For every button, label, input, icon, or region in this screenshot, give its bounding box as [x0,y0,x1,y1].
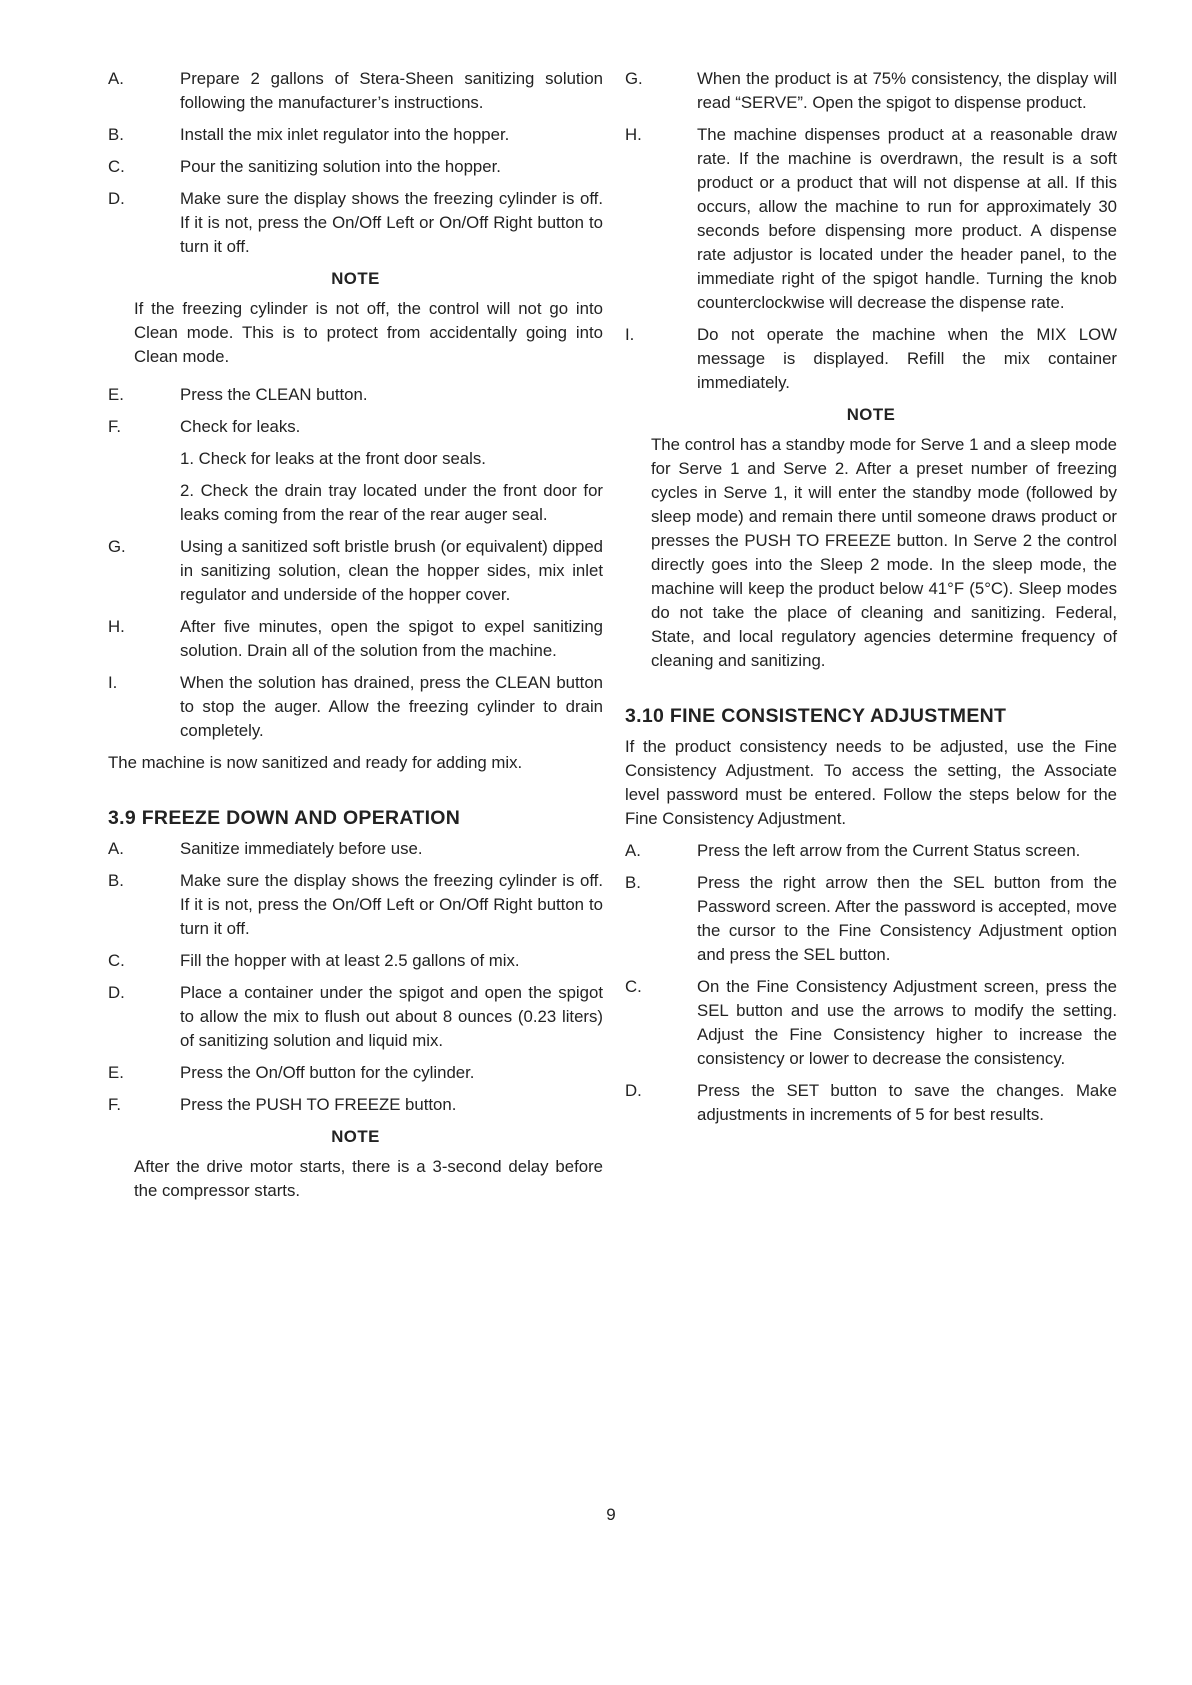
item-text: Place a container under the spigot and open the spigot to allow the mix to flush out about 8 ounces (0.23 liters) of sanitizing solution and liquid mix. [180,983,603,1050]
item-label: E. [108,1063,124,1082]
list-item [108,535,603,607]
list-item [108,123,603,147]
item-label: I. [625,325,635,344]
item-label: D. [625,1081,642,1100]
item-label: G. [108,537,126,556]
list-item [108,981,603,1053]
list-item [625,839,1117,863]
item-label: E. [108,385,124,404]
item-text: Press the On/Off button for the cylinder. [180,1063,475,1082]
left-column [108,67,603,1217]
page-number: 9 [606,1505,616,1524]
list-item [625,975,1117,1071]
list-item [108,187,603,259]
item-text: After five minutes, open the spigot to expel sanitizing solution. Drain all of the solution from the machine. [180,617,603,660]
item-text: Press the CLEAN button. [180,385,368,404]
item-label: B. [108,871,124,890]
item-label: A. [625,841,641,860]
item-text: On the Fine Consistency Adjustment screen, press the SEL button and use the arrows to modify the setting. Adjust the Fine Consistency higher to increase the consistency or lower to decrease the consistency. [697,977,1117,1068]
item-text: Check for leaks. [180,417,301,436]
item-label: C. [625,977,642,996]
list-item [625,123,1117,315]
item-label: D. [108,189,125,208]
item-text: Install the mix inlet regulator into the hopper. [180,125,510,144]
list-item [108,869,603,941]
list-item [108,415,603,439]
list-item [108,67,603,115]
item-text: Fill the hopper with at least 2.5 gallons of mix. [180,951,520,970]
list-item [625,871,1117,967]
item-text: Sanitize immediately before use. [180,839,423,858]
list-item [108,383,603,407]
item-label: A. [108,839,124,858]
section-intro: If the product consistency needs to be adjusted, use the Fine Consistency Adjustment. To access the setting, the Associate level password must be entered. Follow the steps below for the Fine Consistency Adjustment. [625,737,1117,828]
list-item [108,671,603,743]
list-item [108,155,603,179]
item-label: H. [108,617,125,636]
item-text: Make sure the display shows the freezing cylinder is off. If it is not, press the On/Off Left or On/Off Right button to turn it off. [180,189,603,256]
list-item [625,323,1117,395]
list-item [108,837,603,861]
note-title: NOTE [846,405,896,424]
item-text: Press the right arrow then the SEL button from the Password screen. After the password is accepted, move the cursor to the Fine Consistency Adjustment option and press the SEL button. [697,873,1117,964]
sub-item: 2. Check the drain tray located under the front door for leaks coming from the rear of the rear auger seal. [180,481,603,524]
note-title: NOTE [331,269,380,288]
list-item [108,949,603,973]
item-text: Pour the sanitizing solution into the hopper. [180,157,501,176]
list-item [108,1061,603,1085]
item-text: When the solution has drained, press the CLEAN button to stop the auger. Allow the freezing cylinder to drain completely. [180,673,603,740]
note-title: NOTE [331,1127,380,1146]
item-label: D. [108,983,125,1002]
list-item [625,1079,1117,1127]
item-label: H. [625,125,642,144]
item-text: Press the SET button to save the changes. Make adjustments in increments of 5 for best results. [697,1081,1117,1124]
item-text: When the product is at 75% consistency, the display will read “SERVE”. Open the spigot to dispense product. [697,69,1117,112]
item-text: Press the left arrow from the Current Status screen. [697,841,1081,860]
item-label: C. [108,951,125,970]
note-text: After the drive motor starts, there is a 3-second delay before the compressor starts. [134,1157,603,1200]
item-label: F. [108,1095,122,1114]
note-text: The control has a standby mode for Serve 1 and a sleep mode for Serve 1 and Serve 2. After a preset number of freezing cycles in Serve 1, it will enter the standby mode (followed by sleep mode) and remain there until someone draws product or presses the PUSH TO FREEZE button. In Serve 2 the control directly goes into the Sleep 2 mode. In the sleep mode, the machine will keep the product below 41°F (5°C). Sleep modes do not take the place of cleaning and sanitizing. Federal, State, and local regulatory agencies determine frequency of cleaning and sanitizing. [651,435,1117,670]
list-item [108,1093,603,1117]
sub-item: 1. Check for leaks at the front door seals. [180,449,486,468]
item-label: I. [108,673,118,692]
item-text: Prepare 2 gallons of Stera-Sheen sanitizing solution following the manufacturer’s instructions. [180,69,603,112]
item-label: C. [108,157,125,176]
item-text: The machine dispenses product at a reasonable draw rate. If the machine is overdrawn, the result is a soft product or a product that will not dispense at all. If this occurs, allow the machine to run for approximately 30 seconds before dispensing more product. A dispense rate adjustor is located under the header panel, to the immediate right of the spigot handle. Turning the knob counterclockwise will decrease the dispense rate. [697,125,1117,312]
list-item [108,615,603,663]
section-heading: 3.10 FINE CONSISTENCY ADJUSTMENT [625,705,1007,727]
item-label: A. [108,69,124,88]
item-label: B. [625,873,641,892]
note-text: If the freezing cylinder is not off, the control will not go into Clean mode. This is to protect from accidentally going into Clean mode. [134,299,603,366]
closing-paragraph: The machine is now sanitized and ready for adding mix. [108,753,523,772]
right-column [625,67,1117,1135]
item-text: Using a sanitized soft bristle brush (or equivalent) dipped in sanitizing solution, clean the hopper sides, mix inlet regulator and underside of the hopper cover. [180,537,603,604]
item-text: Make sure the display shows the freezing cylinder is off. If it is not, press the On/Off Left or On/Off Right button to turn it off. [180,871,603,938]
item-label: B. [108,125,124,144]
item-label: G. [625,69,643,88]
item-text: Do not operate the machine when the MIX LOW message is displayed. Refill the mix container immediately. [697,325,1117,392]
section-heading: 3.9 FREEZE DOWN AND OPERATION [108,807,461,829]
item-label: F. [108,417,122,436]
item-text: Press the PUSH TO FREEZE button. [180,1095,457,1114]
list-item [625,67,1117,115]
